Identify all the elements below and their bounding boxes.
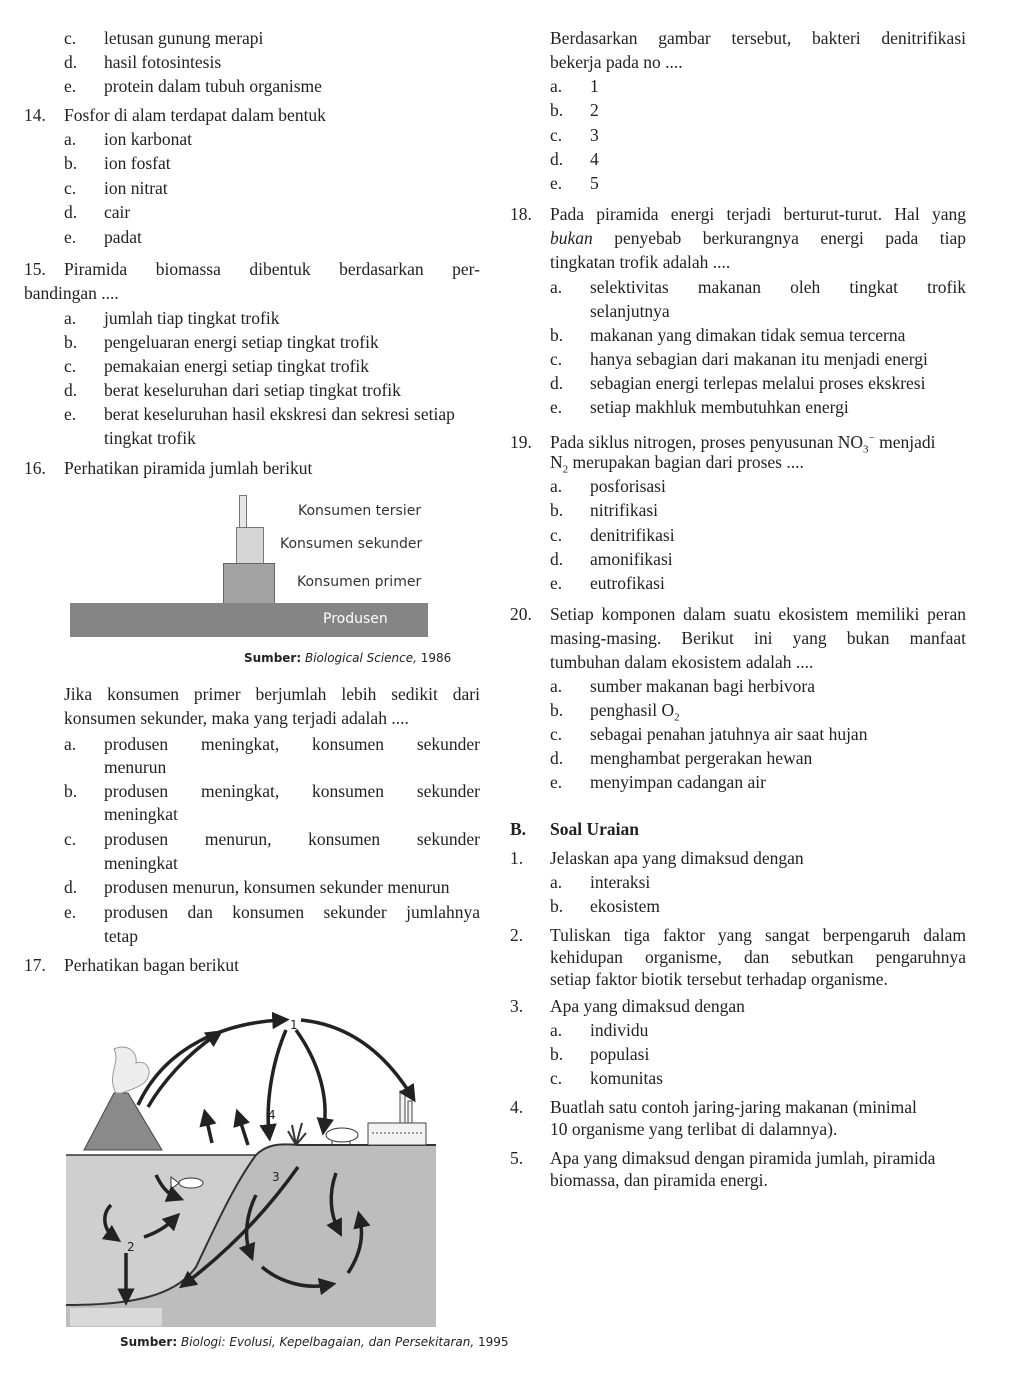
essay-3-option-c: c. komunitas — [550, 1068, 663, 1088]
q18-option-b: b. makanan yang dimakan tidak semua tercerna — [550, 325, 906, 345]
q18-option-e: e. setiap makhluk membutuhkan energi — [550, 397, 849, 417]
q14-stem: 14. Fosfor di alam terdapat dalam bentuk — [24, 105, 326, 125]
pyramid-sekunder-bar — [236, 527, 264, 565]
essay-3-option-b: b. populasi — [550, 1044, 650, 1064]
q20-option-b: b. penghasil $O_2$ — [550, 700, 680, 724]
q16-option-d: d. produsen menurun, konsumen sekunder menurun — [64, 877, 450, 897]
q16-option-a-cont: menurun — [104, 757, 167, 777]
essay-2-line1: 2. Tuliskan tiga faktor yang sangat berpengaruh dalam — [510, 925, 966, 945]
q14-option-a: a. ion karbonat — [64, 129, 192, 149]
q18-option-c: c. hanya sebagian dari makanan itu menjadi energi — [550, 349, 928, 369]
q16-option-e-cont: tetap — [104, 926, 139, 946]
essay-1-option-a: a. interaksi — [550, 872, 651, 892]
pyramid-label-produsen: Produsen — [323, 611, 388, 627]
q19-option-a: a. posforisasi — [550, 476, 666, 496]
essay-5-line2: biomassa, dan piramida energi. — [550, 1170, 768, 1190]
q20-stem-line3: tumbuhan dalam ekosistem adalah .... — [550, 652, 814, 672]
q16-stem: 16. Perhatikan piramida jumlah berikut — [24, 458, 313, 478]
q18-stem-line2: bukan penyebab berkurangnya energi pada tiap — [550, 228, 966, 248]
q15-option-c: c. pemakaian energi setiap tingkat trofik — [64, 356, 370, 376]
q20-option-c: c. sebagai penahan jatuhnya air saat hujan — [550, 724, 868, 744]
label-4: 4 — [268, 1108, 276, 1122]
q19-option-b: b. nitrifikasi — [550, 500, 659, 520]
q17-cont-line2: bekerja pada no .... — [550, 52, 683, 72]
essay-4-line1: 4. Buatlah satu contoh jaring-jaring makanan (minimal — [510, 1097, 917, 1117]
q16-option-a: a. produsen meningkat, konsumen sekunder — [64, 734, 480, 754]
q16-option-e: e. produsen dan konsumen sekunder jumlahnya — [64, 902, 480, 922]
q17-option-e: e. 5 — [550, 173, 599, 193]
q13-option-d: d. hasil fotosintesis — [64, 52, 222, 72]
essay-3-stem: 3. Apa yang dimaksud dengan — [510, 996, 745, 1016]
essay-4-line2: 10 organisme yang terlibat di dalamnya). — [550, 1119, 838, 1139]
pyramid-label-primer: Konsumen primer — [297, 574, 422, 590]
q14-option-e: e. padat — [64, 227, 142, 247]
q17-stem: 17. Perhatikan bagan berikut — [24, 955, 239, 975]
q19-stem-line1: 19. Pada siklus nitrogen, proses penyusunan $NO_3^-$ menjadi — [510, 431, 936, 456]
q18-option-a: a. selektivitas makanan oleh tingkat trofik — [550, 277, 966, 297]
q19-option-c: c. denitrifikasi — [550, 525, 675, 545]
sediment-block — [70, 1308, 162, 1326]
pyramid-label-sekunder: Konsumen sekunder — [280, 536, 423, 552]
q18-option-a-cont: selanjutnya — [590, 301, 670, 321]
label-3: 3 — [272, 1170, 280, 1184]
q14-option-b: b. ion fosfat — [64, 153, 171, 173]
q18-option-d: d. sebagian energi terlepas melalui proses ekskresi — [550, 373, 926, 393]
q15-stem-line1: 15. Piramida biomassa dibentuk berdasarkan per- — [24, 259, 480, 279]
q18-stem-line3: tingkatan trofik adalah .... — [550, 252, 731, 272]
q16-stem-2b: konsumen sekunder, maka yang terjadi adalah .... — [64, 708, 409, 728]
q16-option-b: b. produsen meningkat, konsumen sekunder — [64, 781, 480, 801]
q16-stem-2a: Jika konsumen primer berjumlah lebih sedikit dari — [64, 684, 480, 704]
q17-option-a: a. 1 — [550, 76, 599, 96]
essay-1-option-b: b. ekosistem — [550, 896, 660, 916]
label-1: 1 — [290, 1018, 298, 1032]
q19-stem-line2: $N_2$ merupakan bagian dari proses .... — [550, 452, 804, 476]
q14-option-c: c. ion nitrat — [64, 178, 168, 198]
q15-option-b: b. pengeluaran energi setiap tingkat trofik — [64, 332, 379, 352]
q18-stem-line1: 18. Pada piramida energi terjadi berturut-turut. Hal yang — [510, 204, 966, 224]
q20-stem-line1: 20. Setiap komponen dalam suatu ekosistem memiliki peran — [510, 604, 966, 624]
q19-option-d: d. amonifikasi — [550, 549, 673, 569]
q14-option-d: d. cair — [64, 202, 131, 222]
q17-cont-line1: Berdasarkan gambar tersebut, bakteri denitrifikasi — [550, 28, 966, 48]
essay-1-stem: 1. Jelaskan apa yang dimaksud dengan — [510, 848, 804, 868]
q15-option-e: e. berat keseluruhan hasil ekskresi dan sekresi setiap — [64, 404, 455, 424]
q15-option-e-cont: tingkat trofik — [104, 428, 196, 448]
q16-source: Sumber: Biological Science, 1986 — [244, 651, 452, 665]
q17-option-b: b. 2 — [550, 100, 599, 120]
q13-option-c: c. letusan gunung merapi — [64, 28, 264, 48]
q20-stem-line2: masing-masing. Berikut ini yang bukan manfaat — [550, 628, 966, 648]
section-b-heading: B. Soal Uraian — [510, 819, 639, 839]
pyramid-primer-bar — [223, 563, 275, 605]
q19-option-e: e. eutrofikasi — [550, 573, 665, 593]
essay-2-line2: kehidupan organisme, dan sebutkan pengaruhnya — [550, 947, 966, 967]
q20-option-a: a. sumber makanan bagi herbivora — [550, 676, 815, 696]
essay-2-line3: setiap faktor biotik tersebut terhadap organisme. — [550, 969, 888, 989]
q16-option-c: c. produsen menurun, konsumen sekunder — [64, 829, 480, 849]
essay-5-line1: 5. Apa yang dimaksud dengan piramida jumlah, piramida — [510, 1148, 936, 1168]
q20-option-d: d. menghambat pergerakan hewan — [550, 748, 813, 768]
label-2: 2 — [127, 1240, 135, 1254]
nitrogen-cycle-diagram — [66, 1005, 446, 1330]
essay-3-option-a: a. individu — [550, 1020, 649, 1040]
q16-option-b-cont: meningkat — [104, 804, 178, 824]
q17-option-d: d. 4 — [550, 149, 599, 169]
pyramid-tersier-bar — [239, 495, 247, 529]
q17-option-c: c. 3 — [550, 125, 599, 145]
pyramid-figure — [70, 495, 430, 645]
q16-option-c-cont: meningkat — [104, 853, 178, 873]
q15-option-a: a. jumlah tiap tingkat trofik — [64, 308, 280, 328]
q17-source: Sumber: Biologi: Evolusi, Kepelbagaian, dan Persekitaran, 1995 — [120, 1335, 509, 1349]
q15-stem-line2: bandingan .... — [24, 283, 119, 303]
q20-option-e: e. menyimpan cadangan air — [550, 772, 766, 792]
q13-option-e: e. protein dalam tubuh organisme — [64, 76, 322, 96]
q15-option-d: d. berat keseluruhan dari setiap tingkat trofik — [64, 380, 401, 400]
pyramid-label-tersier: Konsumen tersier — [298, 503, 422, 519]
